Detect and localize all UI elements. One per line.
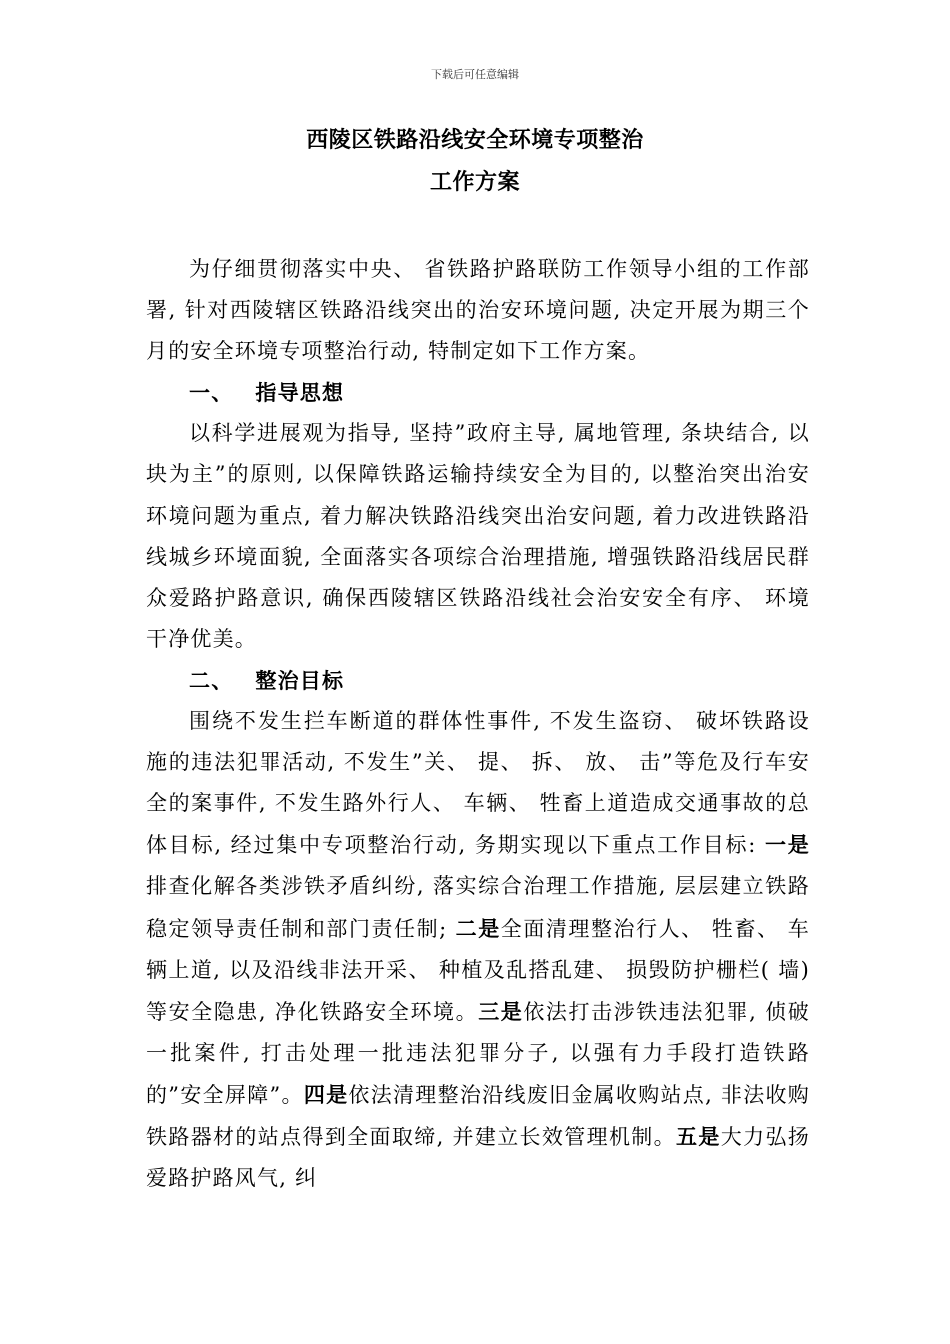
header-note: 下载后可任意编辑 <box>431 68 519 81</box>
goal-text: 全面清理整治行人、 牲畜、 车辆上道, 以及沿线非法开采、 种植及乱搭乱建、 损毁防护栅栏( 墙) 等安全隐患, 净化铁路安全环境。 <box>146 916 811 1024</box>
section-title-2: 整治目标 <box>255 667 345 693</box>
intro-paragraph: 为仔细贯彻落实中央、 省铁路护路联防工作领导小组的工作部署, 针对西陵辖区铁路沿线突出的治安环境问题, 决定开展为期三个月的安全环境专项整治行动, 特制定如下工作方案。 <box>146 257 810 364</box>
goal-label: 五是 <box>676 1123 721 1149</box>
goal-text: 依法打击涉铁违法犯罪, 侦破一批案件, 打击处理一批违法犯罪分子, 以强有力手段打造铁路的”安全屏障”。 <box>146 999 810 1107</box>
document-body <box>146 249 810 1199</box>
section-title-1: 指导思想 <box>255 380 345 406</box>
goal-text: 依法清理整治沿线废旧金属收购站点, 非法收购铁路器材的站点得到全面取缔, 并建立长效管理机制。 <box>146 1082 810 1149</box>
goal-label: 一是 <box>765 832 810 858</box>
goal-label: 四是 <box>303 1081 349 1107</box>
goal-label: 三是 <box>478 998 524 1024</box>
document-subtitle: 工作方案 <box>429 169 520 195</box>
section-heading-1 <box>146 372 810 413</box>
document-title: 西陵区铁路沿线安全环境专项整治 <box>306 127 644 153</box>
goals-intro: 围绕不发生拦车断道的群体性事件, 不发生盗窃、 破坏铁路设施的违法犯罪活动, 不发生”关、 提、 拆、 放、 击”等危及行车安全的案事件, 不发生路外行人、 车辆、 牲畜上道造成交通事故的总体目标, 经过集中专项整治行动, 务期实现以下重点工作目标: <box>146 709 810 858</box>
section-heading-2 <box>146 660 810 701</box>
goal-text: 排查化解各类涉铁矛盾纠纷, 落实综合治理工作措施, 层层建立铁路稳定领导责任制和部门责任制; <box>146 874 810 941</box>
goal-label: 二是 <box>455 915 501 941</box>
section-number-2: 二、 <box>189 667 234 693</box>
goal-text: 大力弘扬爱路护路风气, 纠 <box>146 1124 810 1191</box>
section-paragraph-1: 以科学进展观为指导, 坚持”政府主导, 属地管理, 条块结合, 以块为主”的原则, 以保障铁路运输持续安全为目的, 以整治突出治安环境问题为重点, 着力解决铁路沿线突出治安问题, 着力改进铁路沿线城乡环境面貌, 全面落实各项综合治理措施, 增强铁路沿线居民群众爱路护路意识, 确保西陵辖区铁路沿线社会治安安全有序、 环境干净优美。 <box>146 421 810 651</box>
section-paragraph-2 <box>146 701 810 1199</box>
section-number-1: 一、 <box>189 380 234 406</box>
